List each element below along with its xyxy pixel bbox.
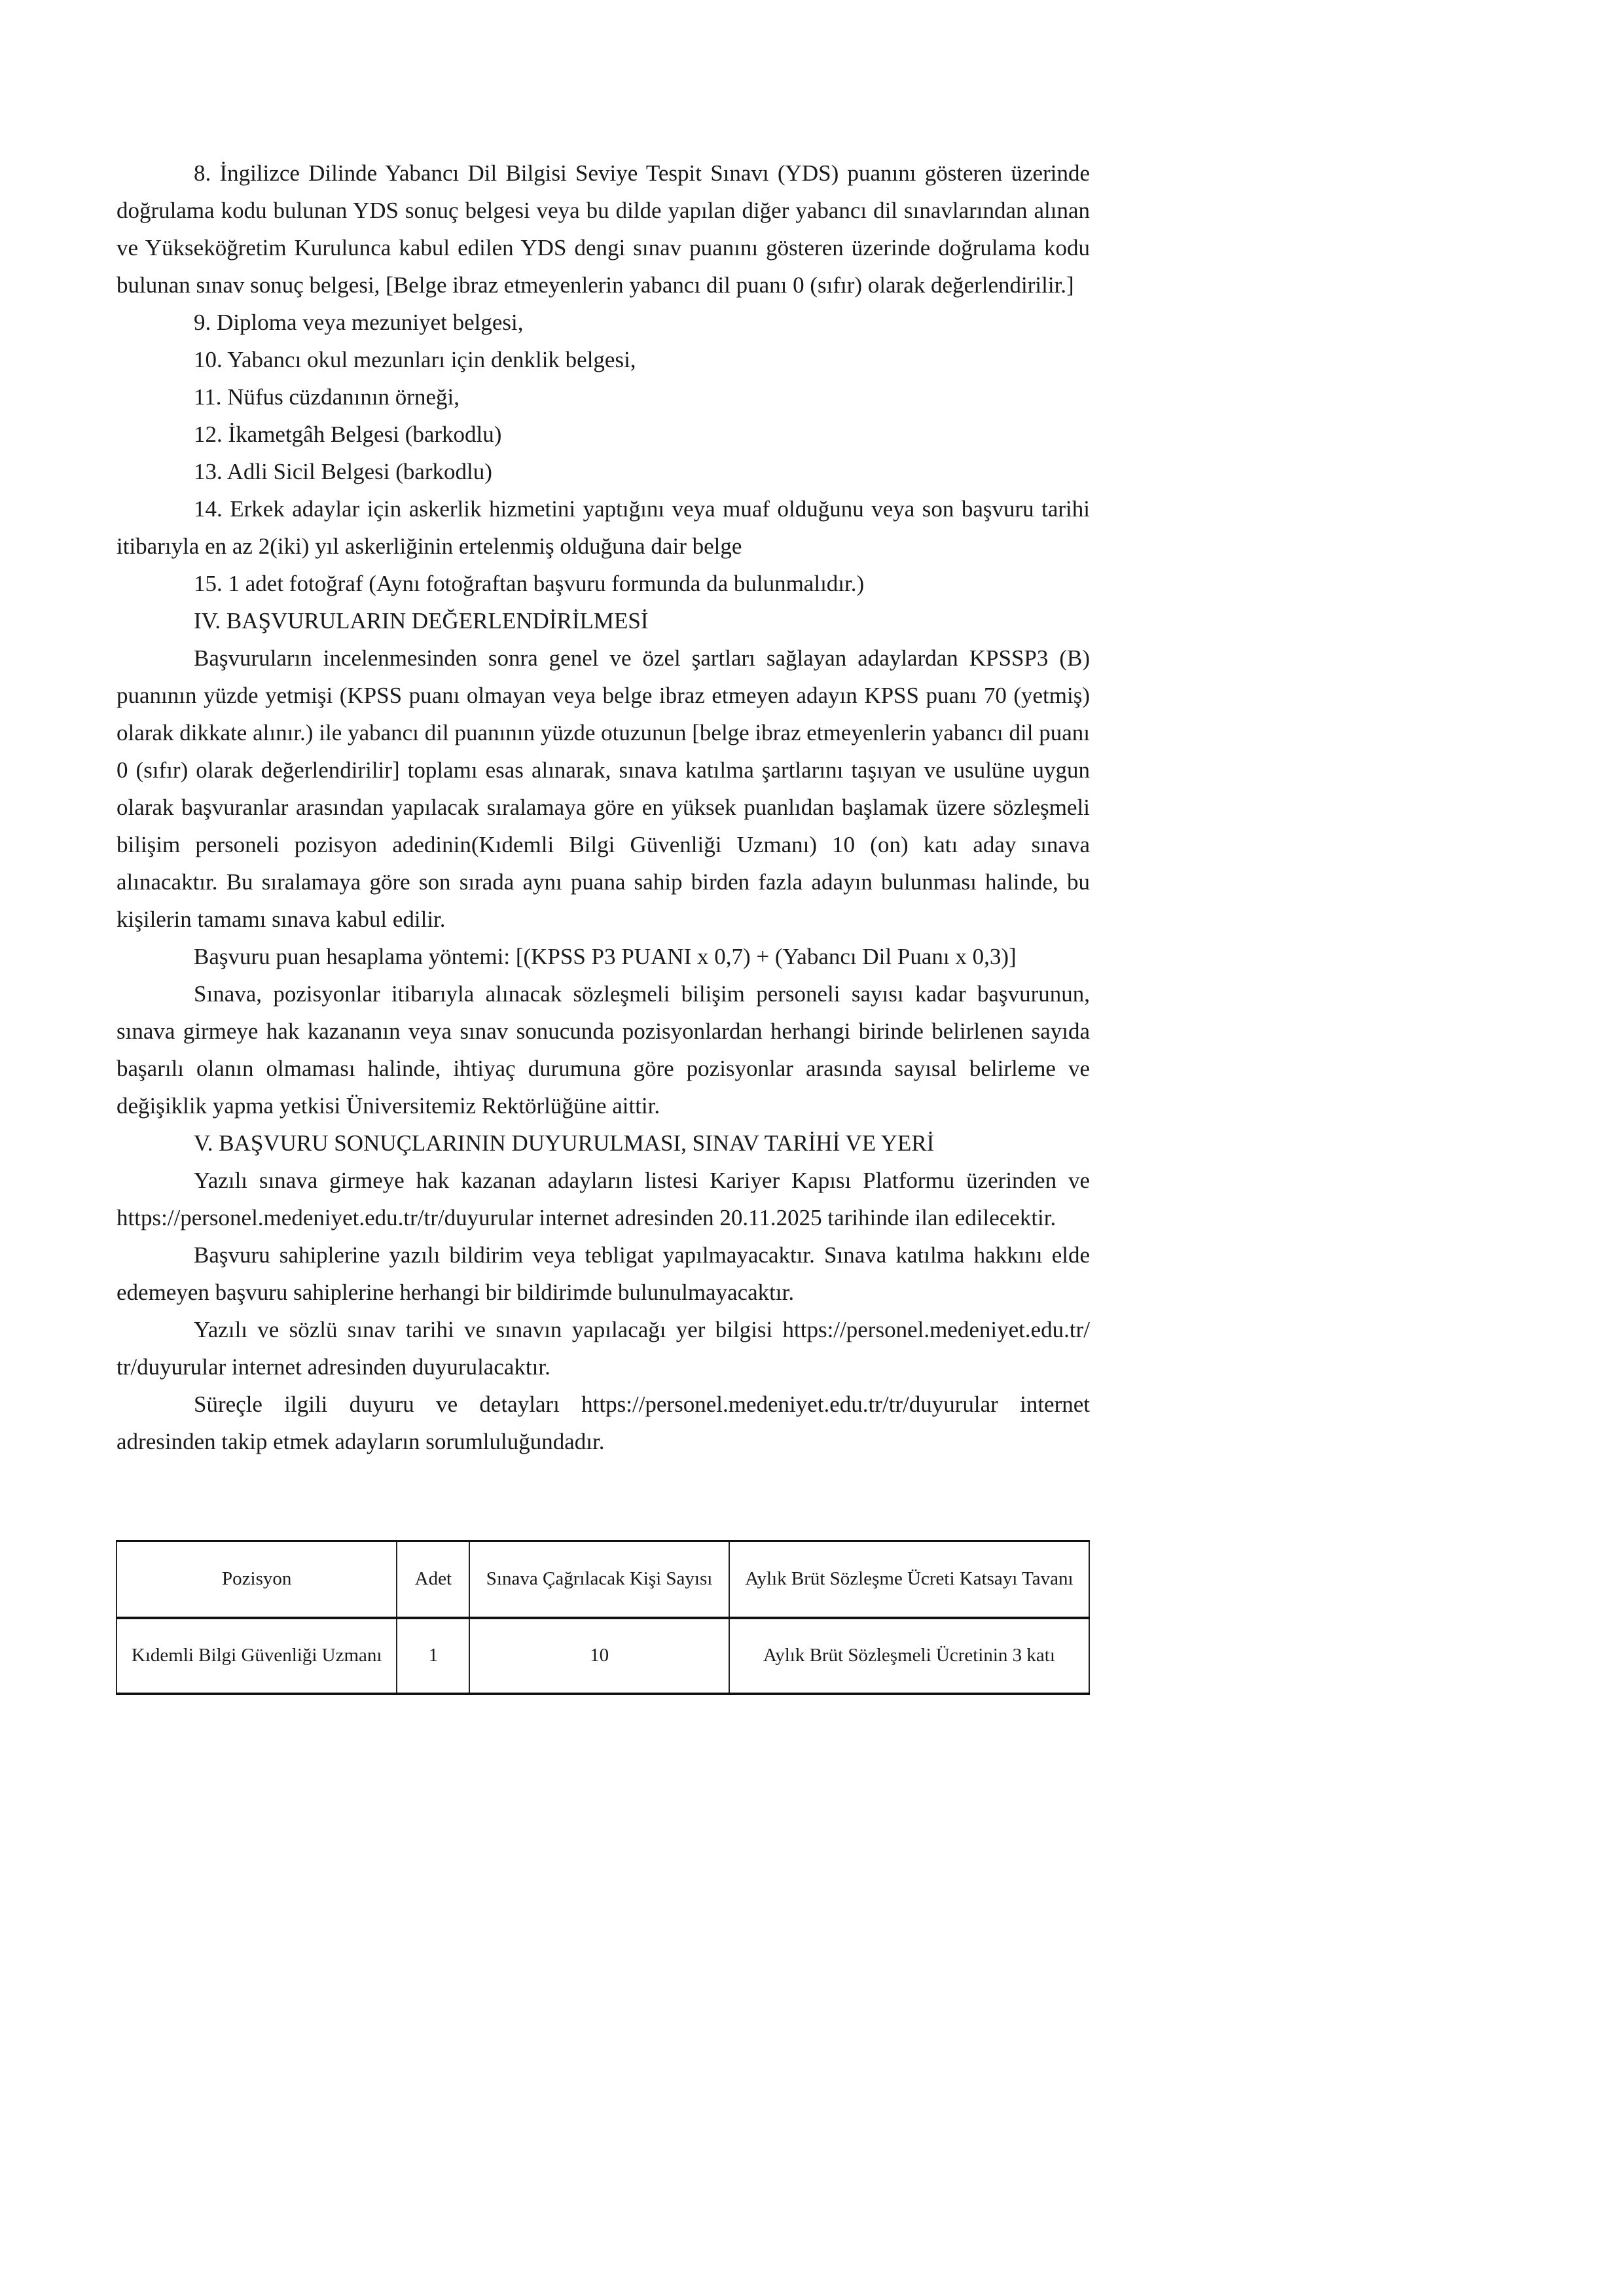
item-10: 10. Yabancı okul mezunları için denklik belgesi, — [194, 347, 636, 372]
header-salary-ceiling: Aylık Brüt Sözleşme Ücreti Katsayı Tavanı — [729, 1541, 1089, 1618]
header-position: Pozisyon — [117, 1541, 397, 1618]
section-5-heading: V. BAŞVURU SONUÇLARININ DUYURULMASI, SINAV TARİHİ VE YERİ — [194, 1130, 935, 1156]
item-15: 15. 1 adet fotoğraf (Aynı fotoğraftan başvuru formunda da bulunmalıdır.) — [194, 571, 865, 596]
section-4-paragraph-1: Başvuruların incelenmesinden sonra genel ve özel şartları sağlayan adaylardan KPSSP3 (B) puanının yüzde yetmişi (KPSS puanı olmayan veya belge ibraz etmeyen adayın KPSS puanı 70 (yetmiş) olarak dikkate alınır.) ile yabancı dil puanının yüzde otuzunun [belge ibraz etmeyenlerin yabancı dil puanı 0 (sıfır) olarak değerlendirilir] toplamı esas alınarak, sınava katılma şartlarını taşıyan ve usulüne uygun olarak başvuranlar arasından yapılacak sıralamaya göre en yüksek puanlıdan başlamak üzere sözleşmeli bilişim personeli pozisyon adedinin(Kıdemli Bilgi Güvenliği Uzmanı) 10 (on) katı aday sınava alınacaktır. Bu sıralamaya göre son sırada aynı puana sahip birden fazla adayın bulunması halinde, bu kişilerin tamamı sınava kabul edilir. — [117, 645, 1090, 932]
cell-invited-count: 10 — [469, 1618, 729, 1694]
item-9: 9. Diploma veya mezuniyet belgesi, — [194, 310, 524, 335]
section-4-paragraph-3: Sınava, pozisyonlar itibarıyla alınacak sözleşmeli bilişim personeli sayısı kadar başvurunun, sınava girmeye hak kazananın veya sınav sonucunda pozisyonlardan herhangi birinde belirlenen sayıda başarılı olanın olmaması halinde, ihtiyaç durumuna göre pozisyonlar arasında sayısal belirleme ve değişiklik yapma yetkisi Üniversitemiz Rektörlüğüne aittir. — [117, 981, 1090, 1119]
cell-salary-ceiling: Aylık Brüt Sözleşmeli Ücretinin 3 katı — [729, 1618, 1089, 1694]
position-table — [116, 1540, 1090, 1695]
item-11: 11. Nüfus cüzdanının örneği, — [194, 384, 460, 410]
section-5-paragraph-2: Başvuru sahiplerine yazılı bildirim veya tebligat yapılmayacaktır. Sınava katılma hakkını elde edemeyen başvuru sahiplerine herhangi bir bildirimde bulunulmayacaktır. — [117, 1242, 1090, 1305]
cell-position: Kıdemli Bilgi Güvenliği Uzmanı — [117, 1618, 397, 1694]
document-body — [117, 154, 1090, 1460]
section-5-paragraph-3: Yazılı ve sözlü sınav tarihi ve sınavın yapılacağı yer bilgisi https://personel.medeniyet.edu.tr/ tr/duyurular internet adresinden duyurulacaktır. — [117, 1317, 1090, 1380]
table-header-row — [117, 1541, 1089, 1618]
item-8: 8. İngilizce Dilinde Yabancı Dil Bilgisi Seviye Tespit Sınavı (YDS) puanını gösteren üzerinde doğrulama kodu bulunan YDS sonuç belgesi veya bu dilde yapılan diğer yabancı dil sınavlarından alınan ve Yükseköğretim Kurulunca kabul edilen YDS dengi sınav puanını gösteren üzerinde doğrulama kodu bulunan sınav sonuç belgesi, [Belge ibraz etmeyenlerin yabancı dil puanı 0 (sıfır) olarak değerlendirilir.] — [117, 160, 1090, 298]
section-4-heading: IV. BAŞVURULARIN DEĞERLENDİRİLMESİ — [194, 608, 649, 634]
item-13: 13. Adli Sicil Belgesi (barkodlu) — [194, 459, 492, 484]
score-formula: Başvuru puan hesaplama yöntemi: [(KPSS P3 PUANI x 0,7) + (Yabancı Dil Puanı x 0,3)] — [194, 944, 1017, 969]
section-5-paragraph-4: Süreçle ilgili duyuru ve detayları https://personel.medeniyet.edu.tr/tr/duyurular internet adresinden takip etmek adayların sorumluluğundadır. — [117, 1391, 1090, 1454]
item-12: 12. İkametgâh Belgesi (barkodlu) — [194, 422, 502, 447]
header-invited-count: Sınava Çağrılacak Kişi Sayısı — [469, 1541, 729, 1618]
table-row — [117, 1618, 1089, 1694]
section-5-paragraph-1: Yazılı sınava girmeye hak kazanan adayların listesi Kariyer Kapısı Platformu üzerinden ve https://personel.medeniyet.edu.tr/tr/duyurular internet adresinden 20.11.2025 tarihinde ilan edilecektir. — [117, 1168, 1090, 1230]
header-count: Adet — [397, 1541, 469, 1618]
item-14: 14. Erkek adaylar için askerlik hizmetini yaptığını veya muaf olduğunu veya son başvuru tarihi itibarıyla en az 2(iki) yıl askerliğinin ertelenmiş olduğuna dair belge — [117, 496, 1090, 559]
cell-count: 1 — [397, 1618, 469, 1694]
